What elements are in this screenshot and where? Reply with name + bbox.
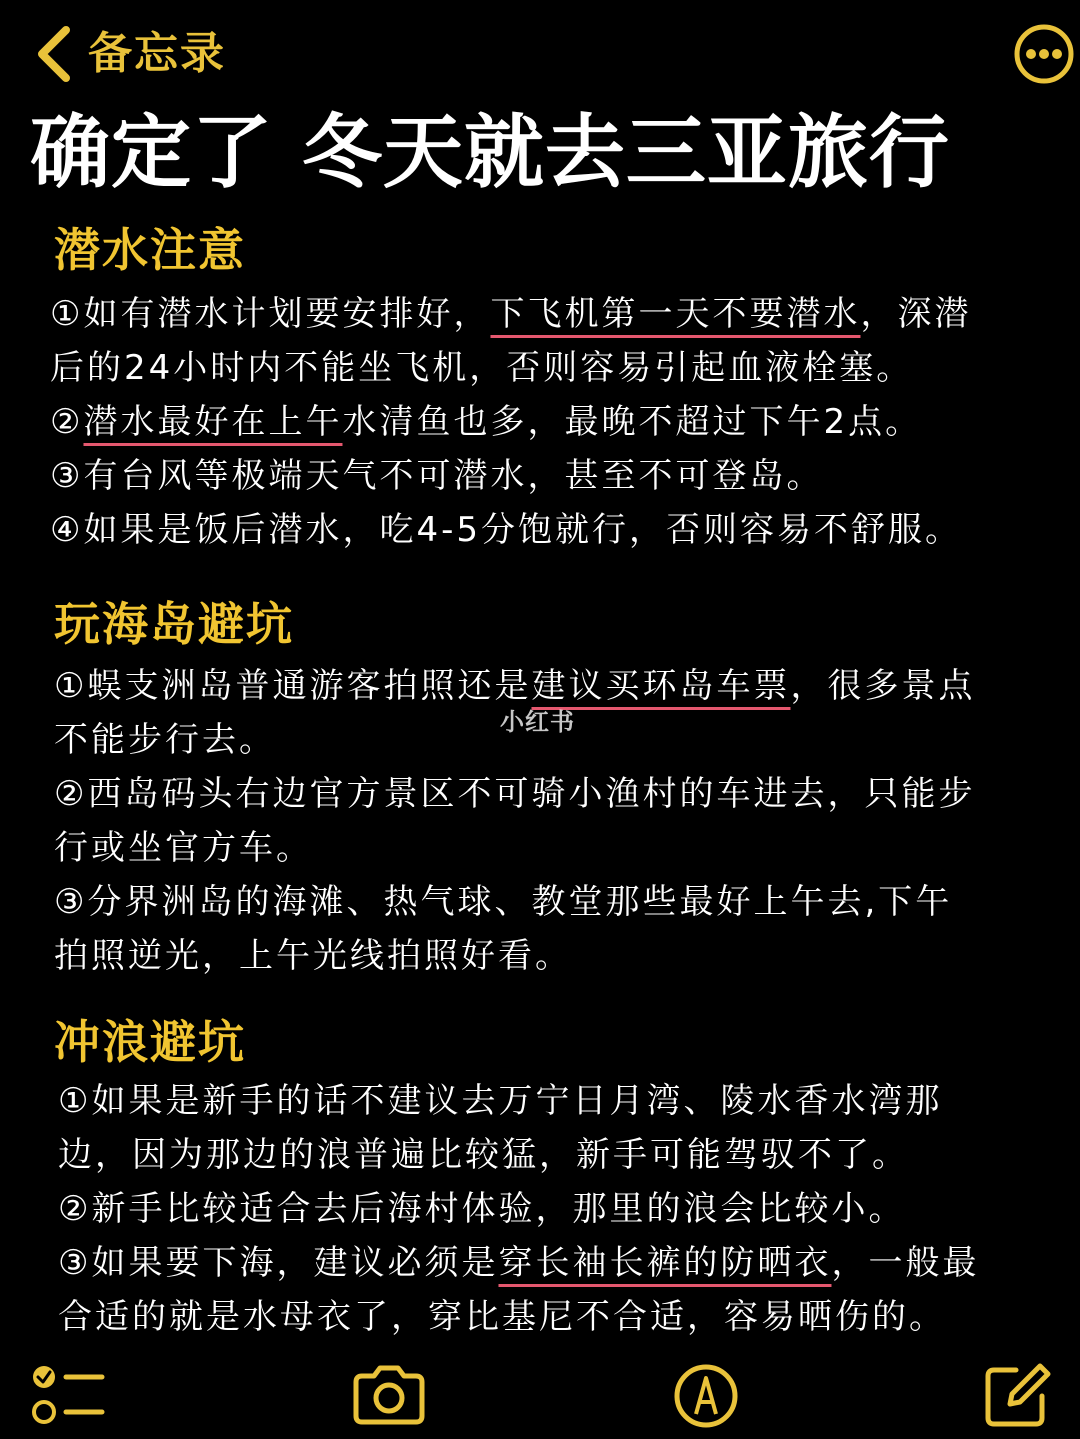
note-title: 确定了 冬天就去三亚旅行	[30, 106, 950, 199]
highlight-underline: 下飞机第一天不要潜水	[490, 294, 861, 334]
text-line: ①蜈支洲岛普通游客拍照还是建议买环岛车票，很多景点	[54, 666, 976, 706]
text-line: ②潜水最好在上午水清鱼也多，最晚不超过下午2点。	[50, 402, 923, 442]
text-line: ②新手比较适合去后海村体验，那里的浪会比较小。	[58, 1189, 906, 1229]
highlight-underline: 穿长袖长裤的防晒衣	[498, 1243, 832, 1283]
highlight-underline: 建议买环岛车票	[531, 666, 791, 706]
text-line: ④如果是饭后潜水，吃4-5分饱就行，否则容易不舒服。	[50, 510, 963, 550]
text-line: ①如有潜水计划要安排好，下飞机第一天不要潜水，深潜	[50, 294, 972, 334]
back-label: 备忘录	[88, 28, 226, 79]
markup-icon	[672, 1362, 740, 1430]
back-button[interactable]	[34, 24, 226, 84]
checklist-button[interactable]	[30, 1362, 108, 1428]
text-line: ③分界洲岛的海滩、热气球、教堂那些最好上午去,下午	[54, 882, 953, 922]
text-line: 行或坐官方车。	[54, 828, 313, 868]
text-line: ③如果要下海，建议必须是穿长袖长裤的防晒衣，一般最	[58, 1243, 980, 1283]
text-line: 后的24小时内不能坐飞机，否则容易引起血液栓塞。	[50, 348, 914, 388]
chevron-left-icon	[34, 24, 74, 84]
text-line: ②西岛码头右边官方景区不可骑小渔村的车进去，只能步	[54, 774, 976, 814]
more-icon	[1012, 22, 1076, 86]
checklist-icon	[30, 1362, 108, 1428]
section-heading-diving: 潜水注意	[54, 223, 246, 277]
compose-icon	[982, 1360, 1054, 1430]
more-button[interactable]	[1012, 22, 1076, 86]
section-body-surfing	[58, 1074, 979, 1344]
section-body-diving	[50, 287, 971, 557]
text-line: 拍照逆光，上午光线拍照好看。	[54, 936, 572, 976]
section-heading-islands: 玩海岛避坑	[54, 597, 294, 651]
text-line: ③有台风等极端天气不可潜水，甚至不可登岛。	[50, 456, 824, 496]
camera-icon	[350, 1364, 428, 1426]
section-heading-surfing: 冲浪避坑	[54, 1015, 246, 1069]
text-line: 合适的就是水母衣了，穿比基尼不合适，容易晒伤的。	[58, 1297, 946, 1337]
text-line: 边，因为那边的浪普遍比较猛，新手可能驾驭不了。	[58, 1135, 909, 1175]
markup-button[interactable]	[672, 1362, 740, 1430]
highlight-underline: 潜水最好在上午	[83, 402, 343, 442]
compose-button[interactable]	[982, 1360, 1054, 1430]
watermark: 小红书	[500, 708, 575, 736]
text-line: ①如果是新手的话不建议去万宁日月湾、陵水香水湾那	[58, 1081, 943, 1121]
camera-button[interactable]	[350, 1364, 428, 1426]
text-line: 不能步行去。	[54, 720, 276, 760]
